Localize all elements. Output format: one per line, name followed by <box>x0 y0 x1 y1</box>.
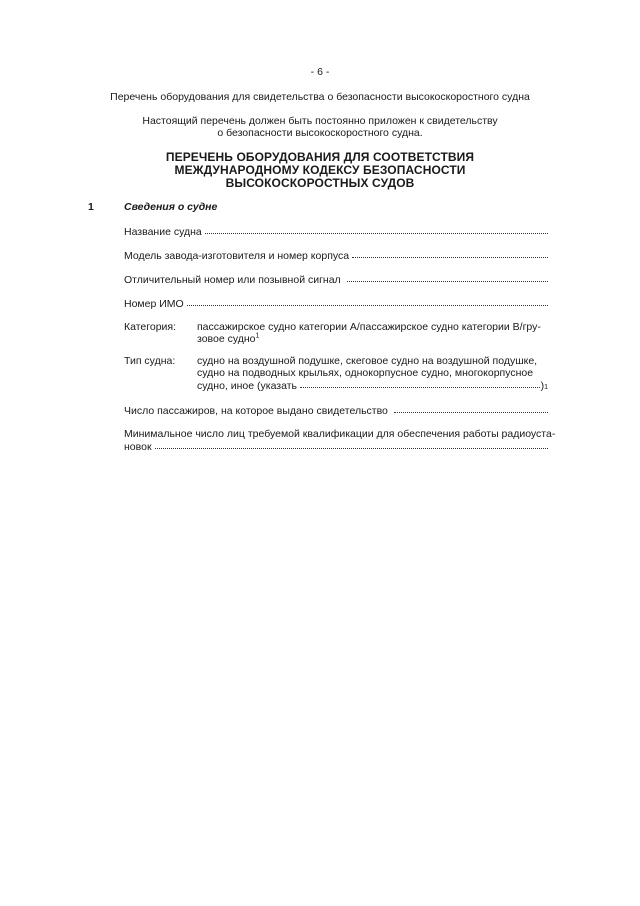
craft-type-other-text: судно, иное (указать <box>197 380 298 392</box>
craft-type-options-line: судно на воздушной подушке, скеговое судно на воздушной подушке, <box>197 355 538 367</box>
main-title-line: ПЕРЕЧЕНЬ ОБОРУДОВАНИЯ ДЛЯ СООТВЕТСТВИЯ <box>165 150 475 164</box>
imo-number-label: Номер ИМО <box>124 298 184 310</box>
min-persons-field[interactable] <box>124 428 556 454</box>
attachment-note <box>0 115 640 139</box>
page-number: - 6 - <box>310 66 330 78</box>
distinctive-number-label: Отличительный номер или позывной сигнал <box>124 274 341 286</box>
passengers-fill-line[interactable] <box>394 403 548 413</box>
craft-type-options-line: судно на подводных крыльях, однокорпусное судно, многокорпусное <box>197 367 534 379</box>
main-title-line: МЕЖДУНАРОДНОМУ КОДЕКСУ БЕЗОПАСНОСТИ <box>174 163 466 177</box>
document-heading: Перечень оборудования для свидетельства о безопасности высокоскоростного судна <box>110 91 530 103</box>
passengers-label: Число пассажиров, на которое выдано свидетельство <box>124 405 388 417</box>
craft-type-row <box>124 355 548 393</box>
section-title: Сведения о судне <box>124 201 218 213</box>
craft-type-options[interactable] <box>197 355 548 392</box>
min-persons-second-line <box>124 440 548 453</box>
category-options-line <box>197 333 548 345</box>
attachment-note-line: Настоящий перечень должен быть постоянно приложен к свидетельству <box>142 115 498 127</box>
craft-type-close-paren: ) <box>540 380 545 392</box>
passengers-field[interactable] <box>124 404 548 417</box>
ship-name-label: Название судна <box>124 226 202 238</box>
min-persons-label-end: новок <box>124 441 152 453</box>
category-label: Категория: <box>124 321 177 333</box>
craft-type-label: Тип судна: <box>124 355 176 367</box>
ship-name-fill-line[interactable] <box>205 224 548 234</box>
distinctive-number-field[interactable] <box>124 273 548 286</box>
main-title <box>0 151 640 190</box>
footnote-marker: 1 <box>255 332 260 340</box>
main-title-line: ВЫСОКОСКОРОСТНЫХ СУДОВ <box>225 176 415 190</box>
min-persons-fill-line[interactable] <box>155 439 548 449</box>
category-options[interactable] <box>197 321 548 345</box>
imo-number-field[interactable] <box>124 297 548 310</box>
builder-model-field[interactable] <box>124 249 548 262</box>
imo-number-fill-line[interactable] <box>187 296 548 306</box>
section-number: 1 <box>88 201 94 213</box>
category-row <box>124 321 548 347</box>
builder-model-fill-line[interactable] <box>352 248 548 258</box>
category-options-line: пассажирское судно категории A/пассажирское судно категории B/гру- <box>197 321 541 333</box>
craft-type-other-fill-line[interactable] <box>300 378 540 388</box>
distinctive-number-fill-line[interactable] <box>347 272 548 282</box>
craft-type-other-line: судно, иное (указать ) 1 <box>197 380 548 392</box>
attachment-note-line: о безопасности высокоскоростного судна. <box>217 127 423 139</box>
min-persons-label-line: Минимальное число лиц требуемой квалификации для обеспечения работы радиоуста- <box>124 428 556 440</box>
ship-name-field[interactable] <box>124 225 548 238</box>
builder-model-label: Модель завода-изготовителя и номер корпуса <box>124 250 350 262</box>
category-options-text: зовое судно <box>197 333 256 345</box>
